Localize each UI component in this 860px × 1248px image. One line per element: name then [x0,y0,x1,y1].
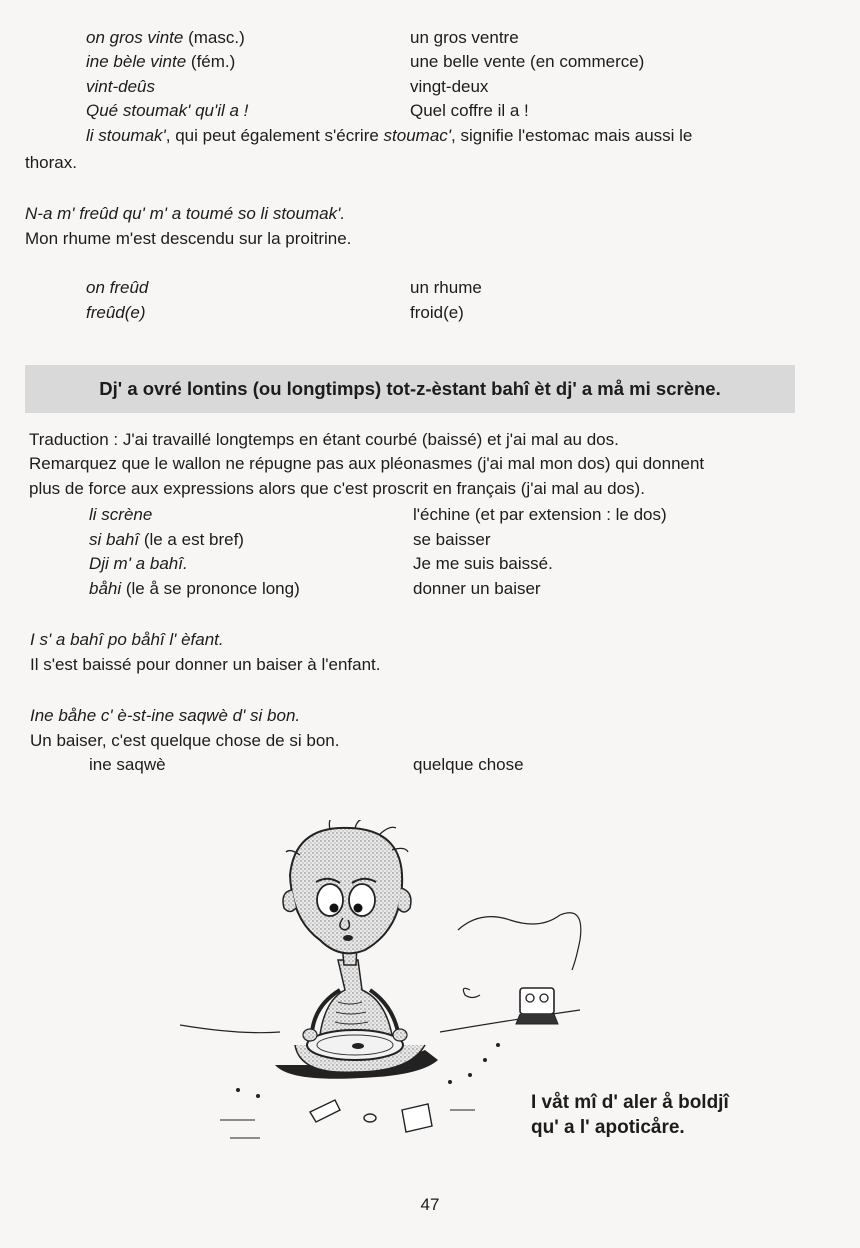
paper-scrap [402,1104,432,1132]
french-translation: Je me suis baissé. [413,554,553,573]
right-pupil [354,904,363,913]
dot [496,1043,500,1047]
paragraph-line: Traduction : J'ai travaillé longtemps en étant courbé (baissé) et j'ai mal au dos. [29,430,619,449]
vocab-row [0,504,860,528]
vocab-row [0,553,860,577]
fly-trail [458,913,581,970]
walloon-word: vint-deûs [86,77,155,96]
smoke-curl [463,988,480,997]
caption-line: I våt mî d' aler å boldjî [531,1092,729,1113]
note-text: , qui peut également s'écrire [165,126,384,145]
french-translation: quelque chose [413,755,524,774]
word-note: (masc.) [183,28,245,47]
example-french: Mon rhume m'est descendu sur la proitrine. [25,229,352,248]
motion-lines [220,1110,475,1138]
walloon-word: si bahî [89,530,140,549]
example-french: Il s'est baissé pour donner un baiser à l'enfant. [30,655,381,674]
dot [468,1073,472,1077]
example-french: Un baiser, c'est quelque chose de si bon. [30,731,340,750]
vocab-row [0,529,860,553]
french-translation: l'échine (et par extension : le dos) [413,505,667,524]
word-note: (fém.) [186,52,236,71]
bean [364,1114,376,1122]
walloon-word: stoumac' [383,126,452,145]
french-translation: froid(e) [410,303,464,322]
mouth [343,935,353,941]
example-walloon: Ine båhe c' è-st-ine saqwè d' si bon. [30,706,301,725]
walloon-word: ine bèle vinte [86,52,187,71]
vocab-row [0,100,860,124]
walloon-word: on gros vinte [86,28,184,47]
paragraph-line: Remarquez que le wallon ne répugne pas aux pléonasmes (j'ai mal mon dos) qui donnent [29,454,705,473]
french-translation: une belle vente (en commerce) [410,52,645,71]
walloon-word: Qué stoumak' qu'il a ! [86,101,249,120]
french-translation: vingt-deux [410,77,489,96]
dot [256,1094,260,1098]
caption-line: qu' a l' apoticåre. [531,1117,685,1138]
walloon-word: Dji m' a bahî. [89,554,188,573]
left-eye [317,884,343,916]
right-eye [349,884,375,916]
walloon-word: li stoumak' [86,126,166,145]
walloon-word: ine saqwè [89,755,166,774]
left-pupil [330,904,339,913]
robot-base [516,1014,558,1024]
toy-robot-icon [520,988,554,1014]
crumb-stick [310,1100,340,1122]
walloon-word: båhi [89,579,122,598]
crumb [352,1043,364,1049]
walloon-word: on freûd [86,278,149,297]
word-note: (le a est bref) [139,530,244,549]
paragraph-line: plus de force aux expressions alors que c'est proscrit en français (j'ai mal au dos). [29,479,645,498]
note-line [86,125,692,147]
section-heading: Dj' a ovré lontins (ou longtimps) tot-z-èstant bahî èt dj' a må mi scrène. [99,378,721,399]
vocab-row [0,754,860,778]
vocab-row [0,27,860,51]
vocab-row [0,277,860,301]
example-walloon: I s' a bahî po båhî l' èfant. [30,630,224,649]
french-translation: un rhume [410,278,482,297]
left-hand [303,1029,317,1041]
dot [483,1058,487,1062]
dot [448,1080,452,1084]
vocab-row [0,51,860,75]
cartoon-caption [531,1090,729,1140]
vocab-row [0,76,860,100]
note-line: thorax. [25,153,77,172]
right-hand [393,1029,407,1041]
french-translation: se baisser [413,530,491,549]
french-translation: un gros ventre [410,28,519,47]
head [290,828,402,954]
example-walloon: N-a m' freûd qu' m' a toumé so li stoumak'. [25,204,346,223]
vocab-row [0,578,860,602]
section-heading-band [25,365,795,413]
vocab-row [0,302,860,326]
dot [236,1088,240,1092]
walloon-word: li scrène [89,505,153,524]
walloon-word: freûd(e) [86,303,146,322]
word-note: (le å se prononce long) [121,579,300,598]
french-translation: donner un baiser [413,579,541,598]
note-text: , signifie l'estomac mais aussi le [451,126,693,145]
page-number: 47 [420,1195,440,1214]
french-translation: Quel coffre il a ! [410,101,529,120]
